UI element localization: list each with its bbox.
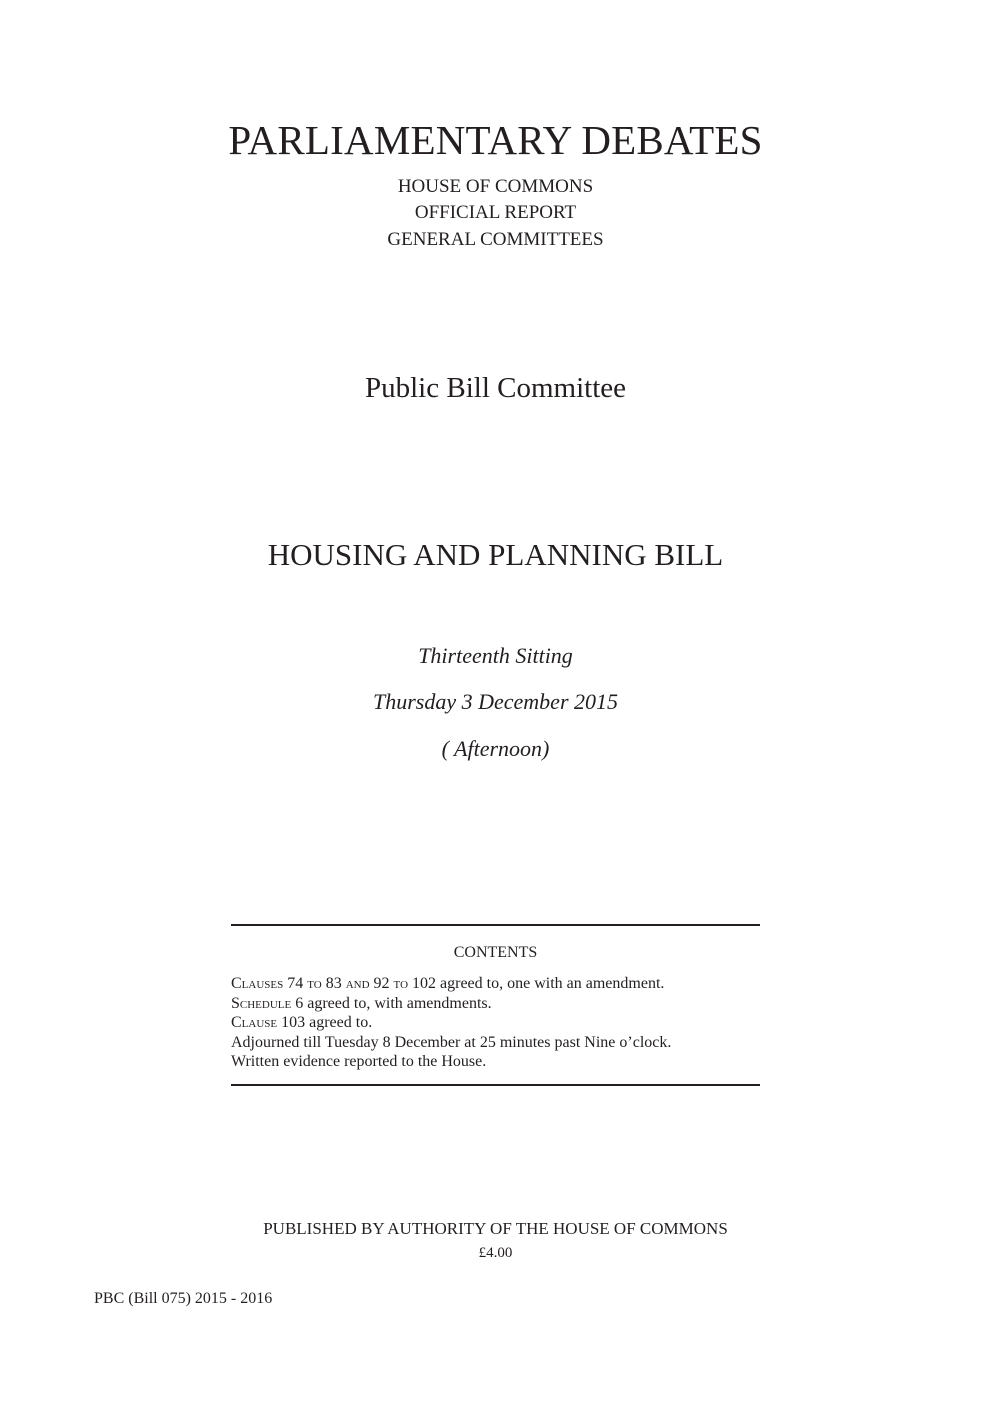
price: £4.00 — [478, 1245, 513, 1261]
contents-item — [231, 974, 760, 994]
document-title: PARLIAMENTARY DEBATES — [228, 117, 763, 163]
contents-text: Clause — [231, 1014, 278, 1032]
contents-heading: CONTENTS — [453, 944, 538, 961]
contents-text: to — [393, 975, 409, 992]
sitting-name: Thirteenth Sitting — [418, 643, 573, 668]
contents-text: 74 — [283, 975, 308, 992]
contents-bottom-divider — [231, 1084, 760, 1086]
contents-item — [231, 1013, 760, 1033]
contents-text: Written evidence reported to the House. — [231, 1053, 487, 1071]
contents-text: 103 agreed to. — [277, 1014, 373, 1032]
committee-name: Public Bill Committee — [365, 372, 626, 404]
document-reference: PBC (Bill 075) 2015 - 2016 — [94, 1290, 273, 1307]
contents-text: 92 — [369, 975, 394, 992]
contents-top-divider — [231, 924, 760, 926]
contents-item — [231, 1033, 760, 1053]
sitting-date: Thursday 3 December 2015 — [372, 689, 619, 714]
contents-list — [231, 974, 760, 1072]
publisher-line: PUBLISHED BY AUTHORITY OF THE HOUSE OF COMMONS — [263, 1219, 728, 1238]
contents-item — [231, 994, 760, 1014]
sitting-period: ( Afternoon) — [441, 736, 550, 761]
contents-text: 6 agreed to, with amendments. — [291, 994, 492, 1012]
contents-text: 83 — [321, 975, 346, 992]
bill-title: HOUSING AND PLANNING BILL — [267, 537, 724, 572]
contents-text: 102 agreed to, one with an amendment. — [408, 975, 665, 992]
report-subtitle: OFFICIAL REPORT — [414, 202, 577, 223]
committees-subtitle: GENERAL COMMITTEES — [387, 229, 604, 250]
contents-item — [231, 1052, 760, 1072]
contents-text: Schedule — [231, 994, 292, 1012]
contents-text: Adjourned till Tuesday 8 December at 25 minutes past Nine o’clock. — [231, 1033, 672, 1051]
contents-text: Clauses — [231, 975, 284, 992]
contents-text: and — [345, 975, 370, 992]
house-subtitle: HOUSE OF COMMONS — [397, 176, 594, 197]
contents-text: to — [307, 975, 322, 992]
